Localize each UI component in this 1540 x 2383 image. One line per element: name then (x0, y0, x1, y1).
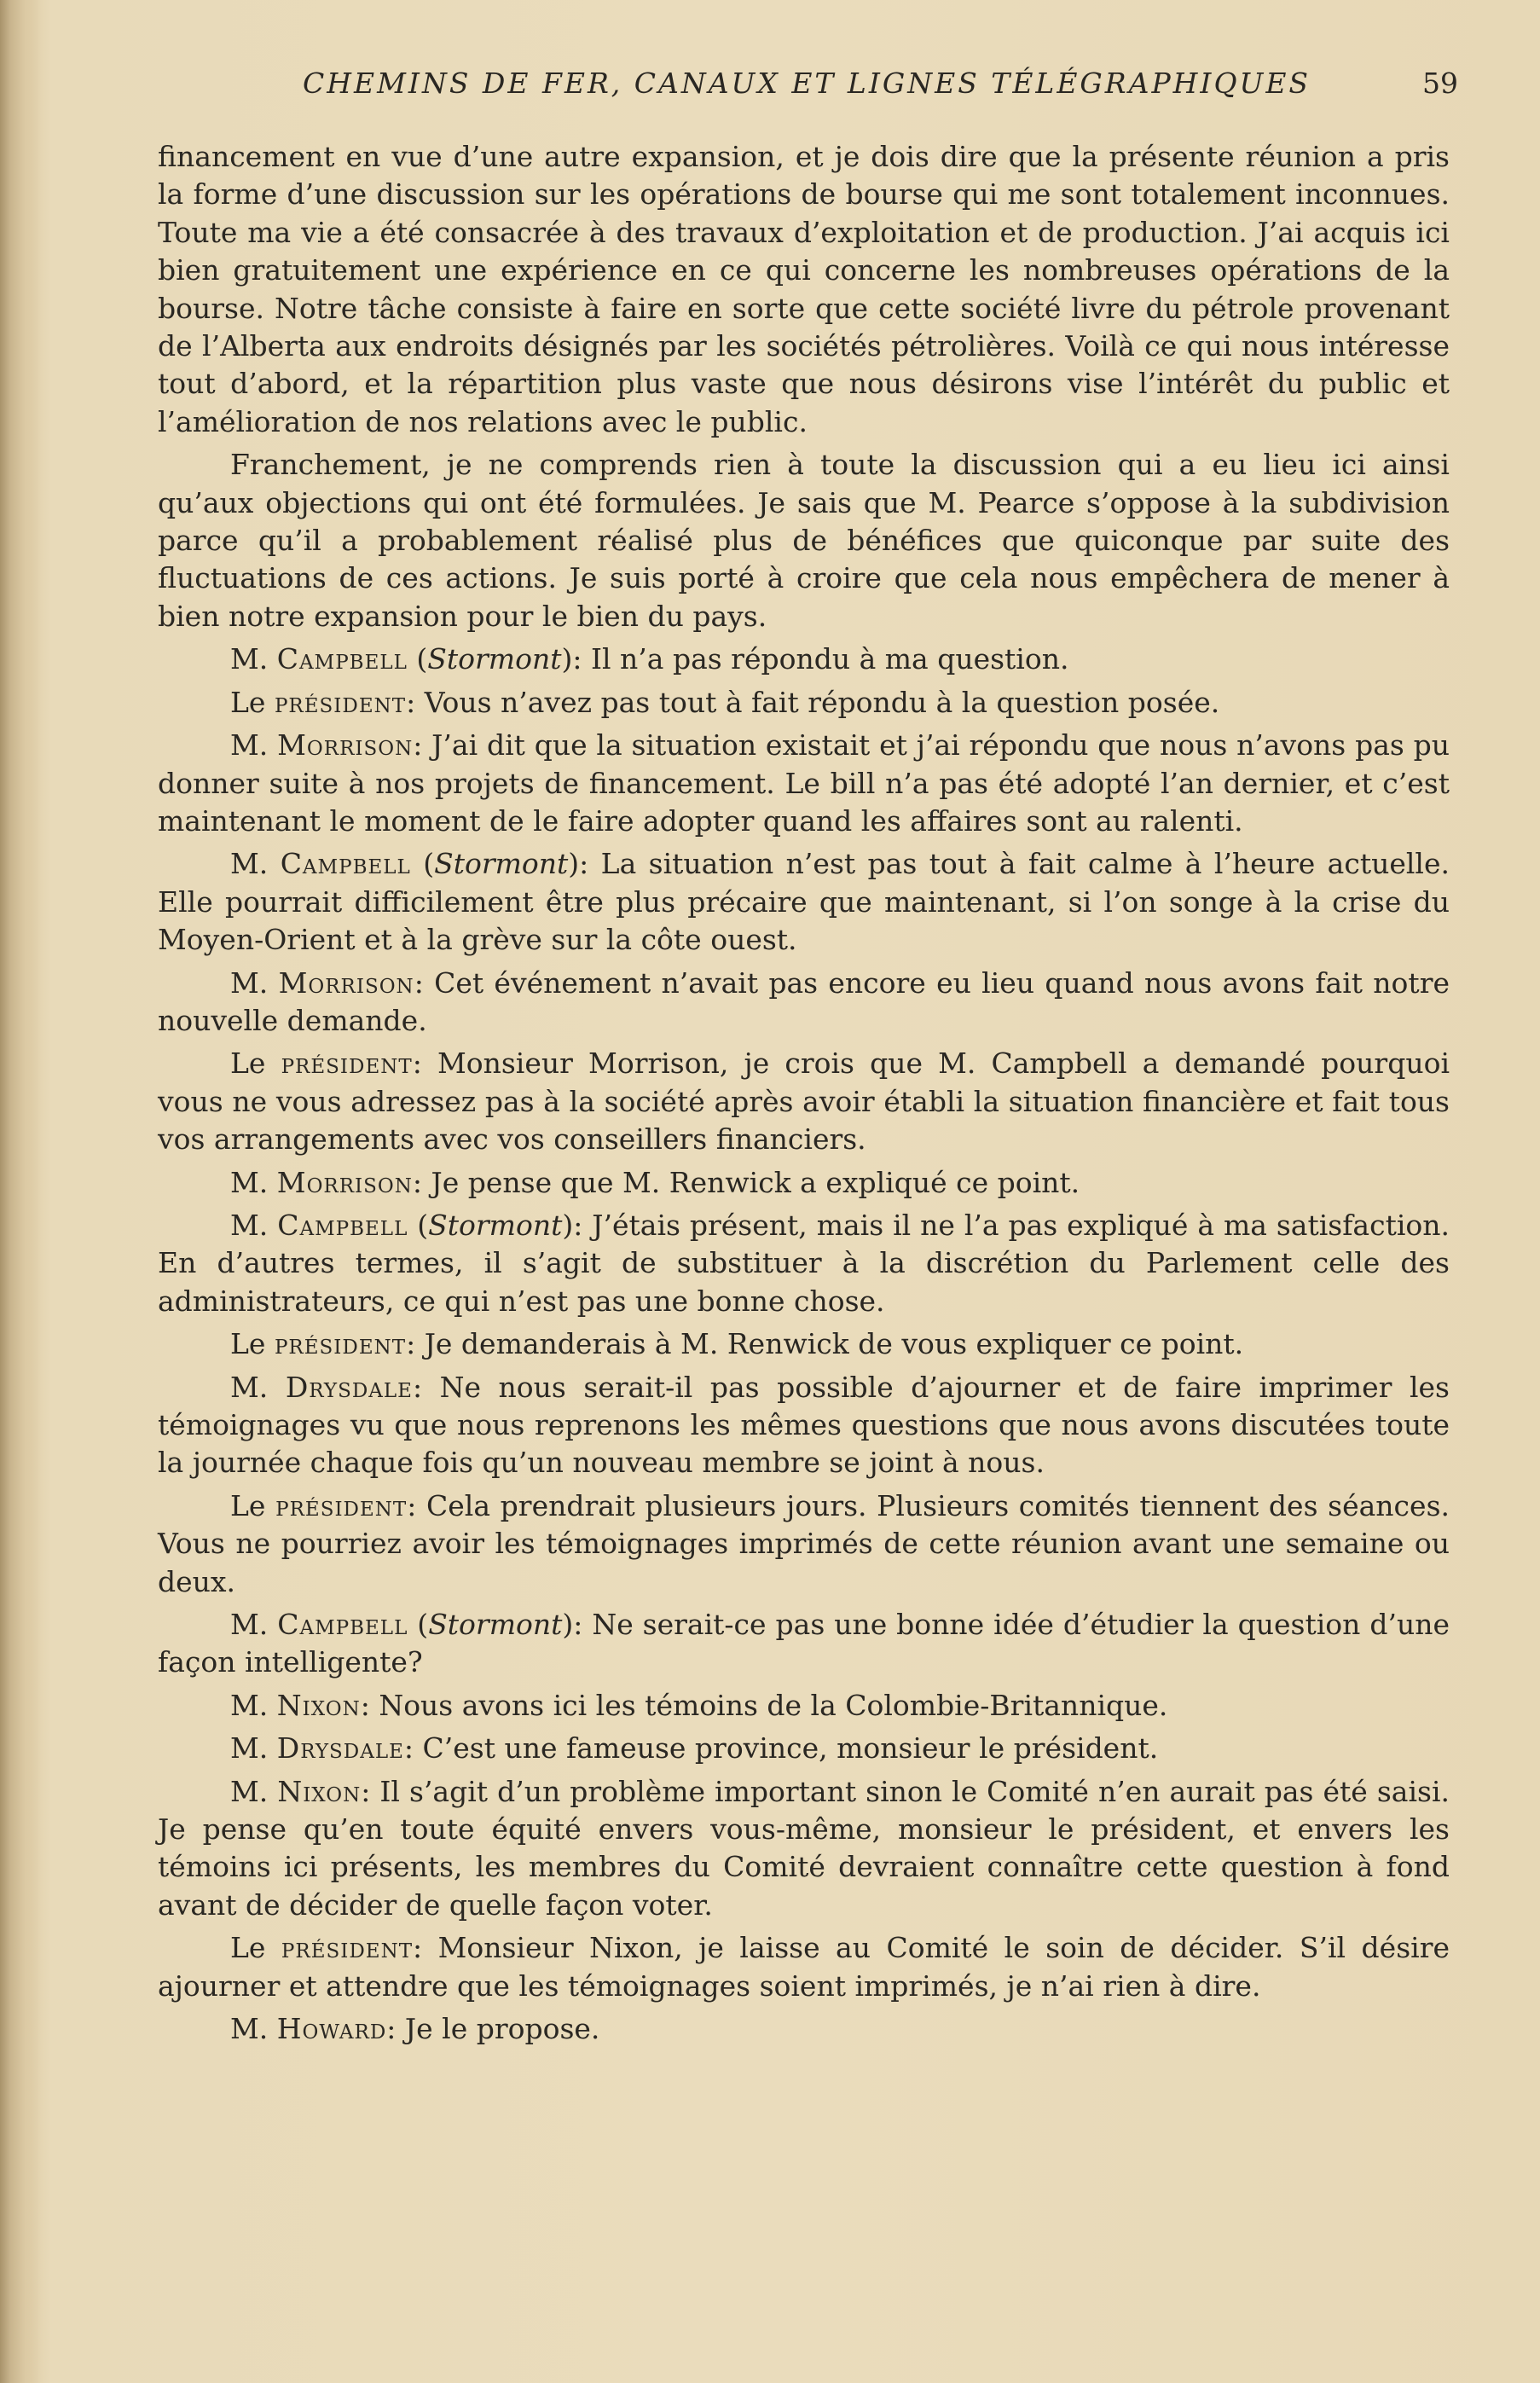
speaker-riding: Stormont (427, 642, 562, 676)
speaker-name: Campbell (277, 1608, 408, 1642)
speech-paragraph: M. Campbell (Stormont): Ne serait-ce pas une bonne idée d’étudier la question d’une façon intelligente? (158, 1608, 1450, 1679)
speech-paragraph: Le président: Vous n’avez pas tout à fait répondu à la question posée. (230, 685, 1220, 719)
speaker-prefix: Le (230, 1931, 266, 1965)
speech-text: Il s’agit d’un problème important sinon le Comité n’en aurait pas été saisi. Je pense qu’en toute équité envers vous-même, monsieur le président, et envers les témoins ici présents, les membres du Comité devraient connaître cette question à fond avant de décider de quelle façon voter. (158, 1774, 1450, 1922)
speech-text: Ne nous serait-il pas possible d’ajourner et de faire imprimer les témoignages vu que nous reprenons les mêmes questions que nous avons discutées toute la journée chaque fois qu’un nouveau membre se joint à nous. (158, 1370, 1450, 1480)
speech-paragraph: M. Drysdale: C’est une fameuse province, monsieur le président. (230, 1731, 1159, 1766)
speech-paragraph: M. Howard: Je le propose. (230, 2012, 600, 2046)
speaker-prefix: M. (230, 1370, 269, 1404)
speech-text: Je pense que M. Renwick a expliqué ce point. (431, 1165, 1080, 1199)
speech-paragraph: M. Campbell (Stormont): La situation n’est pas tout à fait calme à l’heure actuelle. Elle pourrait difficilement être plus précaire que maintenant, si l’on songe à la crise du Moyen-Orient et à la grève sur la côte ouest. (158, 847, 1450, 957)
speaker-prefix: M. (230, 1688, 269, 1722)
page-number: 59 (1422, 67, 1458, 100)
speech-text: J’étais présent, mais il ne l’a pas expliqué à ma satisfaction. En d’autres termes, il s’agit de substituer à la discrétion du Parlement celle des administrateurs, ce qui n’est pas une bonne chose. (158, 1208, 1450, 1318)
speaker-prefix: M. (230, 847, 269, 881)
speaker-name: Nixon (276, 1688, 361, 1722)
speaker-name: président (275, 1488, 408, 1522)
speech-paragraph: M. Morrison: J’ai dit que la situation existait et j’ai répondu que nous n’avons pas pu donner suite à nos projets de financement. Le bill n’a pas été adopté l’an dernier, et c’est maintenant le moment de le faire adopter quand les affaires sont au ralenti. (158, 728, 1450, 838)
speaker-prefix: Le (230, 1047, 266, 1081)
page-body (158, 138, 1450, 2054)
speaker-name: Drysdale (285, 1370, 413, 1404)
speech-text: Je le propose. (404, 2012, 600, 2046)
speech-text: Cela prendrait plusieurs jours. Plusieurs comités tiennent des séances. Vous ne pourriez avoir les témoignages imprimés de cette réunion avant une semaine ou deux. (158, 1488, 1450, 1598)
speaker-name: Drysdale (276, 1731, 404, 1766)
speech-text: La situation n’est pas tout à fait calme à l’heure actuelle. Elle pourrait difficilement être plus précaire que maintenant, si l’on songe à la crise du Moyen-Orient et à la grève sur la côte ouest. (158, 847, 1450, 957)
speech-paragraph: M. Campbell (Stormont): J’étais présent, mais il ne l’a pas expliqué à ma satisfaction. En d’autres termes, il s’agit de substituer à la discrétion du Parlement celle des administrateurs, ce qui n’est pas une bonne chose. (158, 1208, 1450, 1318)
speech-paragraph: M. Nixon: Il s’agit d’un problème important sinon le Comité n’en aurait pas été saisi. Je pense qu’en toute équité envers vous-même, monsieur le président, et envers les témoins ici présents, les membres du Comité devraient connaître cette question à fond avant de décider de quelle façon voter. (158, 1774, 1450, 1922)
paragraph (158, 138, 1450, 441)
speech-paragraph: M. Morrison: Je pense que M. Renwick a expliqué ce point. (230, 1165, 1080, 1199)
speaker-prefix: M. (230, 1165, 269, 1199)
speaker-name: Morrison (277, 728, 414, 762)
speaker-name: Howard (276, 2012, 387, 2046)
speaker-prefix: M. (230, 1608, 269, 1642)
speaker-name: président (274, 1327, 407, 1361)
speech-paragraph: M. Campbell (Stormont): Il n’a pas répondu à ma question. (230, 642, 1069, 676)
speech-text: Monsieur Morrison, je crois que M. Campbell a demandé pourquoi vous ne vous adressez pas à la société après avoir établi la situation financière et fait tous vos arrangements avec vos conseillers financiers. (158, 1047, 1450, 1157)
speaker-prefix: Le (230, 1488, 266, 1522)
speech-paragraph: Le président: Je demanderais à M. Renwick de vous expliquer ce point. (230, 1327, 1244, 1361)
speaker-prefix: M. (230, 2012, 269, 2046)
page-header (158, 63, 1458, 114)
speech-text: Cet événement n’avait pas encore eu lieu quand nous avons fait notre nouvelle demande. (158, 965, 1450, 1037)
speech-text: C’est une fameuse province, monsieur le président. (422, 1731, 1159, 1766)
speech-text: Ne serait-ce pas une bonne idée d’étudier la question d’une façon intelligente? (158, 1608, 1450, 1679)
speech-paragraph: Le président: Monsieur Nixon, je laisse au Comité le soin de décider. S’il désire ajourner et attendre que les témoignages soient imprimés, je n’ai rien à dire. (158, 1931, 1450, 2003)
speaker-prefix: M. (230, 1774, 269, 1808)
speaker-prefix: M. (230, 642, 269, 676)
speaker-name: Campbell (277, 1208, 408, 1242)
speaker-name: président (281, 1931, 414, 1965)
paragraph-text: Franchement, je ne comprends rien à toute la discussion qui a eu lieu ici ainsi qu’aux objections qui ont été formulées. Je sais que M. Pearce s’oppose à la subdivision parce qu’il a probablement réalisé plus de bénéfices que quiconque par suite des fluctuations de ces actions. Je suis porté à croire que cela nous empêchera de mener à bien notre expansion pour le bien du pays. (158, 448, 1450, 633)
speaker-name: Campbell (280, 847, 411, 881)
speaker-prefix: M. (230, 1208, 269, 1242)
speaker-name: président (281, 1047, 413, 1081)
paragraph (158, 446, 1450, 635)
speech-paragraph: Le président: Monsieur Morrison, je crois que M. Campbell a demandé pourquoi vous ne vous adressez pas à la société après avoir établi la situation financière et fait tous vos arrangements avec vos conseillers financiers. (158, 1047, 1450, 1157)
speech-text: Monsieur Nixon, je laisse au Comité le soin de décider. S’il désire ajourner et attendre que les témoignages soient imprimés, je n’ai rien à dire. (158, 1931, 1450, 2003)
speaker-prefix: Le (230, 1327, 266, 1361)
speech-text: Nous avons ici les témoins de la Colombie-Britannique. (379, 1688, 1168, 1722)
speaker-name: président (274, 685, 407, 719)
speaker-name: Nixon (277, 1774, 362, 1808)
speech-text: J’ai dit que la situation existait et j’ai répondu que nous n’avons pas pu donner suite à nos projets de financement. Le bill n’a pas été adopté l’an dernier, et c’est maintenant le moment de le faire adopter quand les affaires sont au ralenti. (158, 728, 1450, 838)
speech-paragraph: M. Morrison: Cet événement n’avait pas encore eu lieu quand nous avons fait notre nouvelle demande. (158, 965, 1450, 1037)
speaker-name: Campbell (276, 642, 408, 676)
speaker-prefix: M. (230, 965, 269, 1000)
speaker-prefix: Le (230, 685, 266, 719)
speaker-riding: Stormont (428, 1208, 563, 1242)
speech-paragraph: M. Nixon: Nous avons ici les témoins de la Colombie-Britannique. (230, 1688, 1168, 1722)
page-binding-shadow (0, 0, 41, 2383)
running-title: CHEMINS DE FER, CANAUX ET LIGNES TÉLÉGRAPHIQUES (303, 67, 1311, 100)
speaker-name: Morrison (276, 1165, 413, 1199)
speaker-riding: Stormont (428, 1608, 563, 1642)
speech-paragraph: Le président: Cela prendrait plusieurs jours. Plusieurs comités tiennent des séances. Vous ne pourriez avoir les témoignages imprimés de cette réunion avant une semaine ou deux. (158, 1488, 1450, 1598)
speaker-name: Morrison (278, 965, 414, 1000)
speech-text: Il n’a pas répondu à ma question. (590, 642, 1069, 676)
paragraph-text: financement en vue d’une autre expansion, et je dois dire que la présente réunion a pris la forme d’une discussion sur les opérations de bourse qui me sont totalement inconnues. Toute ma vie a été consacrée à des travaux d’exploitation et de production. J’ai acquis ici bien gratuitement une expérience en ce qui concerne les nombreuses opérations de la bourse. Notre tâche consiste à faire en sorte que cette société livre du pétrole provenant de l’Alberta aux endroits désignés par les sociétés pétrolières. Voilà ce qui nous intéresse tout d’abord, et la répartition plus vaste que nous désirons vise l’intérêt du public et l’amélioration de nos relations avec le public. (158, 140, 1450, 438)
speech-text: Vous n’avez pas tout à fait répondu à la question posée. (424, 685, 1220, 719)
speech-text: Je demanderais à M. Renwick de vous expliquer ce point. (424, 1327, 1244, 1361)
speaker-riding: Stormont (434, 847, 569, 881)
speaker-prefix: M. (230, 1731, 269, 1766)
speaker-prefix: M. (230, 728, 269, 762)
speech-paragraph: M. Drysdale: Ne nous serait-il pas possible d’ajourner et de faire imprimer les témoignages vu que nous reprenons les mêmes questions que nous avons discutées toute la journée chaque fois qu’un nouveau membre se joint à nous. (158, 1370, 1450, 1480)
